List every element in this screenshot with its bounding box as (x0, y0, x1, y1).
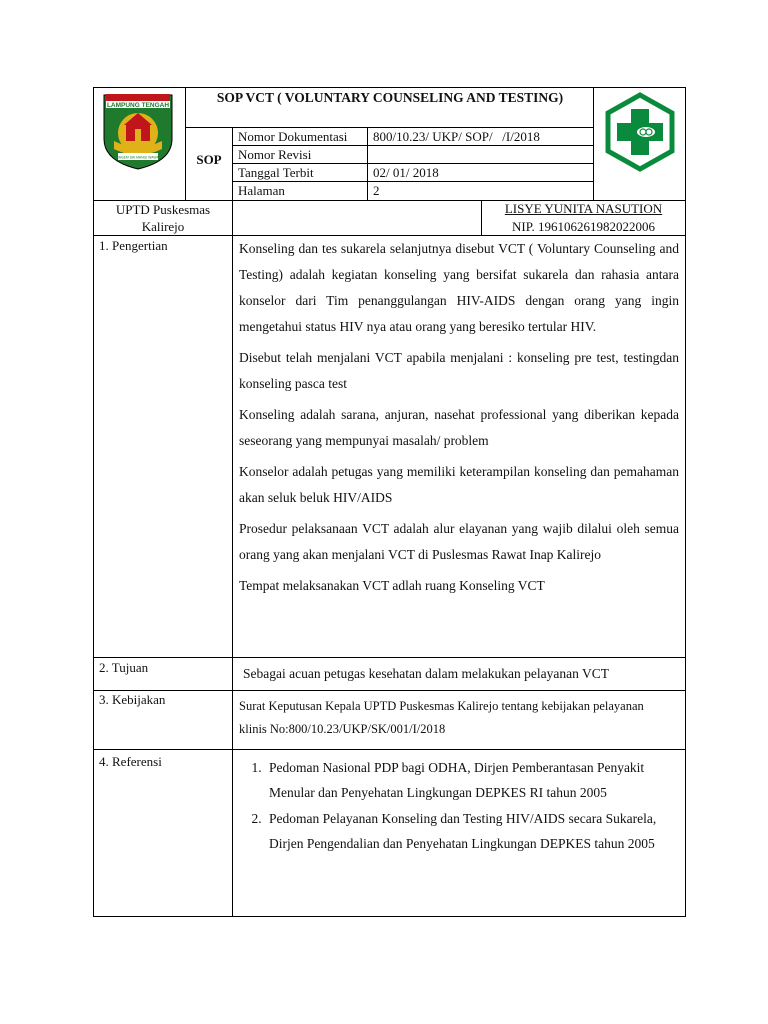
kebijakan-label: 3. Kebijakan (99, 692, 166, 707)
referensi-list (239, 756, 679, 858)
pengertian-label-cell (93, 235, 233, 658)
page-title: SOP VCT ( VOLUNTARY COUNSELING AND TESTING) (216, 90, 564, 105)
tanggal-terbit-value: 02/ 01/ 2018 (373, 165, 439, 180)
pengertian-paragraph: Konseling dan tes sukarela selanjutnya disebut VCT ( Voluntary Counseling and Testing) adalah kegiatan konseling yang bersifat sukarela dan rahasia antara konselor dari Tim penanggulangan HIV-AIDS dengan orang yang ingin mengetahui status HIV nya atau orang yang beresiko tertular HIV. (239, 241, 679, 334)
nomor-dokumentasi-value: 800/10.23/ UKP/ SOP/ /I/2018 (373, 129, 540, 144)
referensi-label: 4. Referensi (99, 754, 162, 769)
pengertian-paragraph: Disebut telah menjalani VCT apabila menjalani : konseling pre test, testingdan konseling pasca test (239, 350, 679, 391)
emblem-top-text: LAMPUNG TENGAH (106, 102, 170, 109)
pengertian-paragraph: Konseling adalah sarana, anjuran, nasehat professional yang diberikan kepada seseorang yang mempunyai masalah/ problem (239, 407, 679, 448)
tanggal-terbit-label: Tanggal Terbit (238, 165, 314, 180)
puskesmas-cross-icon (600, 92, 680, 172)
blank-cell (232, 200, 482, 236)
org-name-line1: UPTD Puskesmas (115, 202, 211, 217)
signer-name: LISYE YUNITA NASUTION (504, 201, 663, 216)
pengertian-label: 1. Pengertian (99, 238, 168, 253)
pengertian-paragraph: Prosedur pelaksanaan VCT adalah alur elayanan yang wajib dilalui oleh semua orang yang akan menjalani VCT di Puslesmas Rawat Inap Kalirejo (239, 521, 679, 562)
referensi-label-cell (93, 749, 233, 917)
halaman-value: 2 (373, 183, 380, 198)
signer-nip: NIP. 196106261982022006 (511, 219, 655, 234)
halaman-label: Halaman (238, 183, 285, 198)
meta-row-1-value-cell (367, 145, 594, 164)
referensi-item: 1. Pedoman Nasional PDP bagi ODHA, Dirjen Pemberantasan Penyakit Menular dan Penyehatan Lingkungan DEPKES RI tahun 2005 (265, 756, 679, 805)
tujuan-label: 2. Tujuan (99, 660, 149, 675)
tujuan-text: Sebagai acuan petugas kesehatan dalam melakukan pelayanan VCT (243, 666, 609, 681)
org-name-line2: Kalirejo (141, 219, 185, 234)
emblem-bottom-text: RAGEM SAI MANGI WAWAI (116, 155, 160, 160)
kebijakan-text: Surat Keputusan Kepala UPTD Puskesmas Kalirejo tentang kebijakan pelayanan klinis No:800/10.23/UKP/SK/001/I/2018 (239, 699, 644, 736)
referensi-item: 2. Pedoman Pelayanan Konseling dan Testing HIV/AIDS secara Sukarela, Dirjen Pengendalian dan Penyehatan Lingkungan DEPKES tahun 2005 (265, 807, 679, 856)
sop-label: SOP (196, 152, 222, 167)
nomor-revisi-label: Nomor Revisi (238, 147, 312, 162)
pengertian-content (239, 236, 679, 604)
meta-row-3-value-cell (367, 181, 594, 201)
pengertian-paragraph: Konselor adalah petugas yang memiliki keterampilan konseling dan pemahaman akan seluk beluk HIV/AIDS (239, 464, 679, 505)
pengertian-paragraph: Tempat melaksanakan VCT adlah ruang Konseling VCT (239, 578, 545, 593)
nomor-dokumentasi-label: Nomor Dokumentasi (238, 129, 348, 144)
lampung-tengah-emblem (98, 91, 178, 171)
